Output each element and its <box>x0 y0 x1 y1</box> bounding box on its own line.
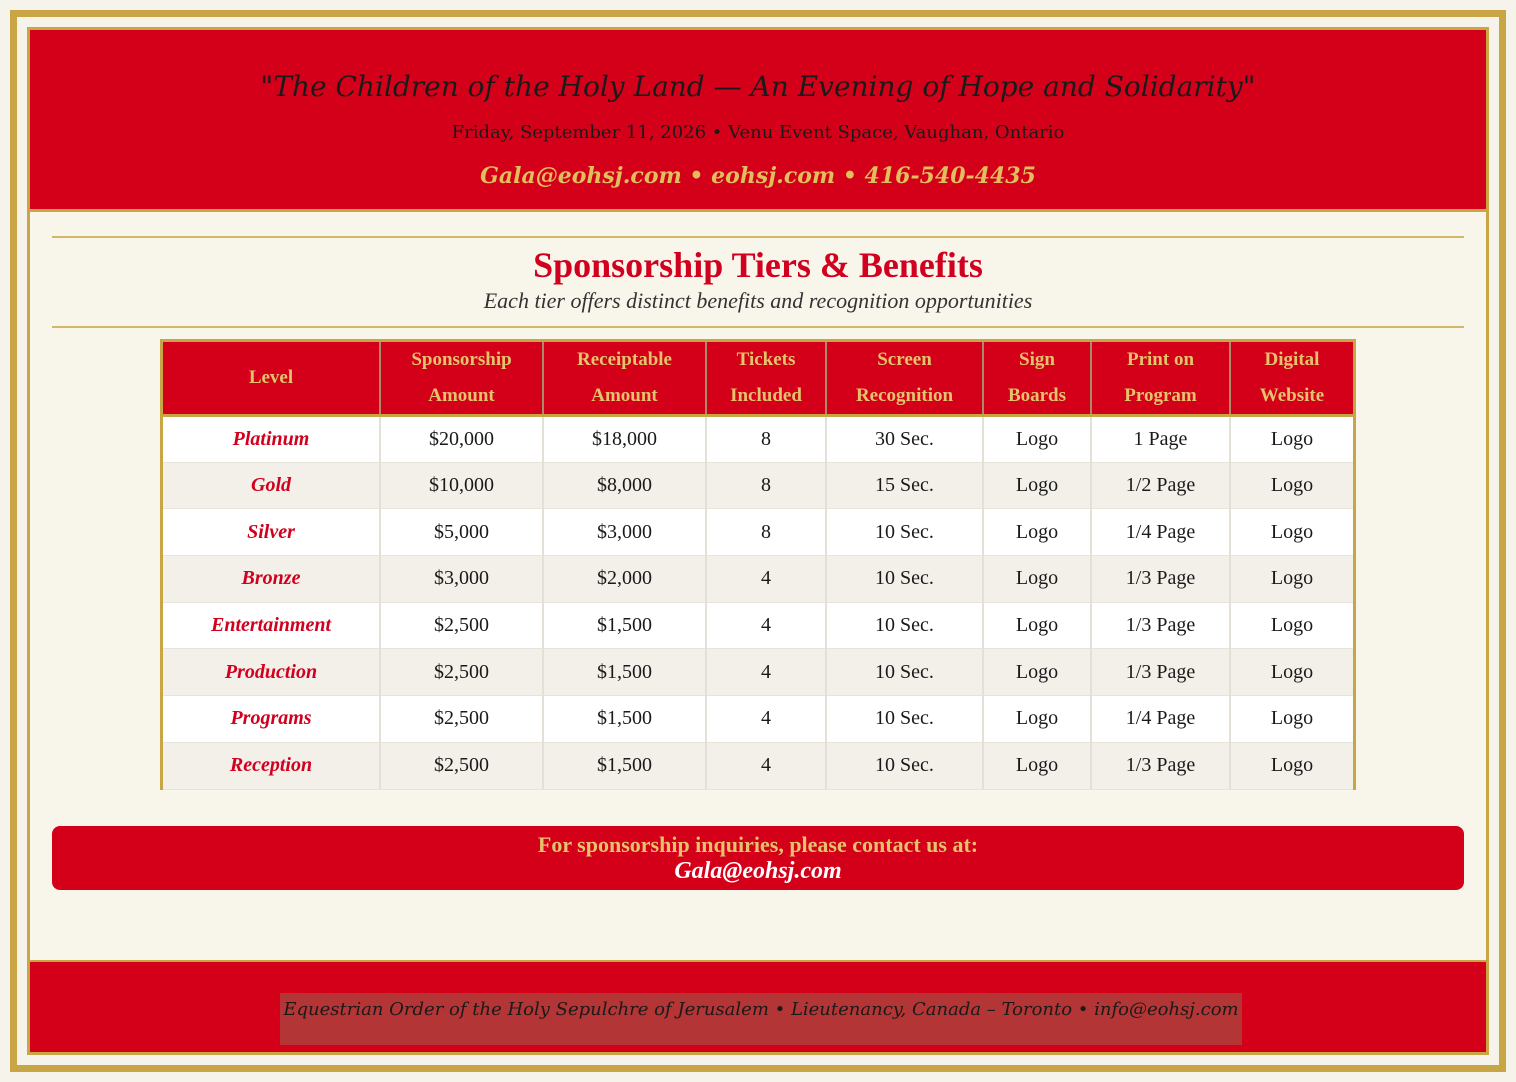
table-cell: 4 <box>706 696 826 743</box>
section-subtitle: Each tier offers distinct benefits and recognition opportunities <box>483 288 1033 313</box>
contact-box <box>52 826 1464 890</box>
table-cell: 30 Sec. <box>826 416 983 463</box>
column-header-line: Program <box>1124 385 1197 406</box>
bottom-divider <box>52 326 1464 328</box>
column-header <box>1091 342 1230 416</box>
tier-level: Production <box>163 649 380 696</box>
table-cell: Logo <box>983 462 1091 509</box>
table-cell: $2,500 <box>380 696 543 743</box>
column-header-line: Digital <box>1264 349 1320 370</box>
table-cell: $20,000 <box>380 416 543 463</box>
table-cell: 4 <box>706 649 826 696</box>
table-row <box>163 602 1353 649</box>
column-header-line: Amount <box>428 385 495 406</box>
table-cell: 10 Sec. <box>826 509 983 556</box>
column-header <box>543 342 706 416</box>
tier-level: Bronze <box>163 556 380 603</box>
column-header <box>380 342 543 416</box>
tier-level: Entertainment <box>163 602 380 649</box>
table-cell: $1,500 <box>543 742 706 789</box>
table-cell: Logo <box>983 696 1091 743</box>
table-cell: 10 Sec. <box>826 696 983 743</box>
event-title: "The Children of the Holy Land — An Evening of Hope and Solidarity" <box>260 70 1256 103</box>
table-row <box>163 556 1353 603</box>
sponsorship-table-container <box>160 339 1356 790</box>
table-cell: Logo <box>1230 649 1353 696</box>
table-cell: Logo <box>1230 602 1353 649</box>
table-row <box>163 462 1353 509</box>
table-cell: Logo <box>983 509 1091 556</box>
table-cell: Logo <box>983 742 1091 789</box>
footer-banner <box>30 960 1486 1055</box>
table-row <box>163 649 1353 696</box>
table-cell: 10 Sec. <box>826 742 983 789</box>
column-header <box>1230 342 1353 416</box>
footer-band <box>280 993 1242 1045</box>
table-cell: 4 <box>706 556 826 603</box>
column-header-line: Sponsorship <box>411 349 512 370</box>
table-cell: 1/3 Page <box>1091 742 1230 789</box>
table-cell: 1/4 Page <box>1091 696 1230 743</box>
table-cell: 1/3 Page <box>1091 602 1230 649</box>
table-cell: 8 <box>706 416 826 463</box>
table-cell: $3,000 <box>543 509 706 556</box>
column-header-line: Boards <box>1007 385 1067 406</box>
column-header-line: Website <box>1259 385 1325 406</box>
table-cell: $18,000 <box>543 416 706 463</box>
table-cell: 1 Page <box>1091 416 1230 463</box>
table-cell: $10,000 <box>380 462 543 509</box>
table-body <box>163 416 1353 790</box>
column-header <box>826 342 983 416</box>
column-header <box>163 342 380 416</box>
table-cell: Logo <box>1230 462 1353 509</box>
column-header-line: Amount <box>591 385 658 406</box>
table-cell: $1,500 <box>543 649 706 696</box>
table-row <box>163 696 1353 743</box>
table-cell: Logo <box>983 602 1091 649</box>
tier-level: Reception <box>163 742 380 789</box>
top-divider <box>52 236 1464 238</box>
table-row <box>163 416 1353 463</box>
column-header-line: Level <box>248 367 294 388</box>
table-cell: $2,000 <box>543 556 706 603</box>
table-cell: Logo <box>1230 509 1353 556</box>
table-cell: Logo <box>1230 556 1353 603</box>
page-frame <box>27 27 1489 1055</box>
table-row <box>163 509 1353 556</box>
table-cell: Logo <box>983 649 1091 696</box>
tier-level: Silver <box>163 509 380 556</box>
event-date-venue: Friday, September 11, 2026 • Venu Event Space, Vaughan, Ontario <box>451 122 1065 143</box>
table-cell: 10 Sec. <box>826 649 983 696</box>
header-contact-info: Gala@eohsj.com • eohsj.com • 416-540-4435 <box>480 163 1036 189</box>
column-header-line: Screen <box>877 349 932 370</box>
table-cell: 15 Sec. <box>826 462 983 509</box>
table-header-row <box>163 342 1353 416</box>
table-cell: 4 <box>706 602 826 649</box>
table-cell: $2,500 <box>380 742 543 789</box>
footer-text: Equestrian Order of the Holy Sepulchre of Jerusalem • Lieutenancy, Canada – Toronto • info@eohsj.com <box>283 999 1239 1020</box>
column-header <box>706 342 826 416</box>
column-header-line: Receiptable <box>577 349 672 370</box>
table-cell: 1/3 Page <box>1091 649 1230 696</box>
table-cell: $1,500 <box>543 602 706 649</box>
table-cell: $5,000 <box>380 509 543 556</box>
table-cell: 1/2 Page <box>1091 462 1230 509</box>
contact-email-link[interactable]: Gala@eohsj.com <box>674 858 842 884</box>
header-banner <box>30 30 1486 212</box>
table-row <box>163 742 1353 789</box>
tier-level: Platinum <box>163 416 380 463</box>
column-header-line: Included <box>730 385 802 406</box>
table-cell: Logo <box>983 416 1091 463</box>
table-cell: Logo <box>1230 696 1353 743</box>
table-cell: Logo <box>983 556 1091 603</box>
column-header-line: Print on <box>1126 349 1195 370</box>
table-cell: 8 <box>706 462 826 509</box>
column-header <box>983 342 1091 416</box>
table-cell: $3,000 <box>380 556 543 603</box>
tier-level: Gold <box>163 462 380 509</box>
table-cell: $8,000 <box>543 462 706 509</box>
table-cell: $2,500 <box>380 649 543 696</box>
sponsorship-table <box>163 342 1353 790</box>
table-cell: 4 <box>706 742 826 789</box>
table-cell: 10 Sec. <box>826 556 983 603</box>
table-cell: Logo <box>1230 416 1353 463</box>
column-header-line: Sign <box>1019 349 1055 370</box>
table-cell: Logo <box>1230 742 1353 789</box>
tier-level: Programs <box>163 696 380 743</box>
table-cell: 1/3 Page <box>1091 556 1230 603</box>
table-cell: 10 Sec. <box>826 602 983 649</box>
column-header-line: Recognition <box>855 385 954 406</box>
column-header-line: Tickets <box>736 349 796 370</box>
table-cell: $1,500 <box>543 696 706 743</box>
table-cell: 8 <box>706 509 826 556</box>
table-cell: $2,500 <box>380 602 543 649</box>
table-cell: 1/4 Page <box>1091 509 1230 556</box>
section-title: Sponsorship Tiers & Benefits <box>533 245 983 285</box>
contact-prompt: For sponsorship inquiries, please contact us at: <box>537 832 979 857</box>
